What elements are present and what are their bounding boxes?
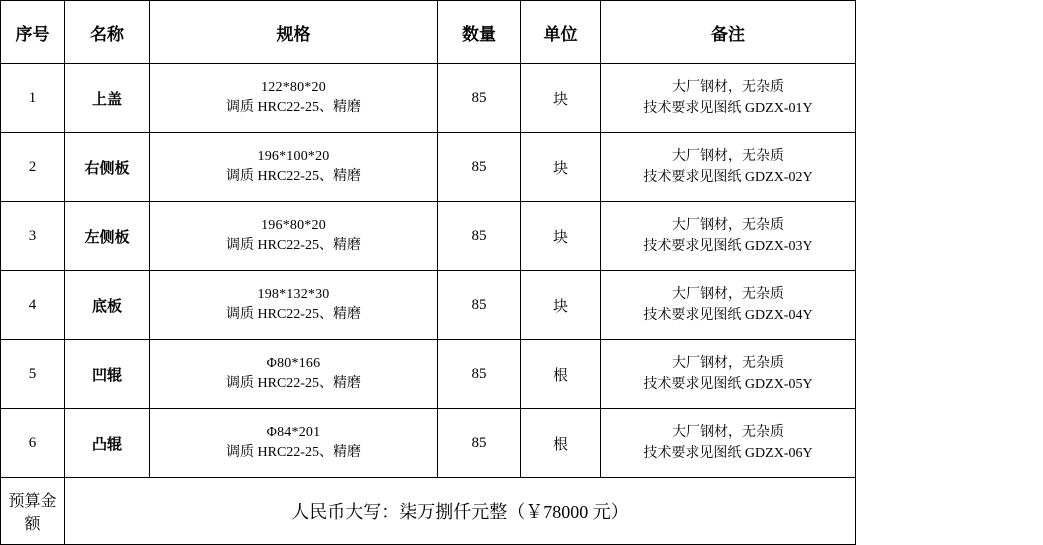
table-row xyxy=(1,340,856,409)
spec-line-1: 198*132*30 xyxy=(257,286,330,302)
remark-line-2: 技术要求见图纸 GDZX-03Y xyxy=(643,239,813,254)
cell-seq: 3 xyxy=(1,202,65,271)
spec-line-2: 调质 HRC22-25、精磨 xyxy=(226,238,361,253)
cell-unit: 块 xyxy=(521,133,601,202)
header-unit: 单位 xyxy=(521,1,601,64)
cell-name: 右侧板 xyxy=(65,133,150,202)
table-row xyxy=(1,271,856,340)
cell-seq: 6 xyxy=(1,409,65,478)
cell-unit: 根 xyxy=(521,409,601,478)
cell-spec xyxy=(150,64,438,133)
remark-line-1: 大厂钢材，无杂质 xyxy=(672,287,784,302)
cell-unit: 块 xyxy=(521,64,601,133)
table-row xyxy=(1,133,856,202)
table-row xyxy=(1,64,856,133)
cell-qty: 85 xyxy=(438,133,521,202)
header-spec: 规格 xyxy=(150,1,438,64)
table-row xyxy=(1,202,856,271)
cell-qty: 85 xyxy=(438,202,521,271)
cell-spec xyxy=(150,271,438,340)
remark-line-1: 大厂钢材，无杂质 xyxy=(672,218,784,233)
cell-qty: 85 xyxy=(438,340,521,409)
cell-spec xyxy=(150,409,438,478)
cell-unit: 根 xyxy=(521,340,601,409)
header-seq: 序号 xyxy=(1,1,65,64)
header-remark: 备注 xyxy=(601,1,856,64)
remark-line-2: 技术要求见图纸 GDZX-04Y xyxy=(643,308,813,323)
cell-name: 上盖 xyxy=(65,64,150,133)
budget-label: 预算金额 xyxy=(1,478,65,545)
remark-line-1: 大厂钢材，无杂质 xyxy=(672,425,784,440)
spec-line-1: 122*80*20 xyxy=(261,79,326,95)
remark-line-1: 大厂钢材，无杂质 xyxy=(672,149,784,164)
cell-spec xyxy=(150,133,438,202)
cell-seq: 1 xyxy=(1,64,65,133)
cell-remark xyxy=(601,409,856,478)
table-header-row xyxy=(1,1,856,64)
header-qty: 数量 xyxy=(438,1,521,64)
remark-line-2: 技术要求见图纸 GDZX-06Y xyxy=(643,446,813,461)
cell-qty: 85 xyxy=(438,409,521,478)
cell-seq: 2 xyxy=(1,133,65,202)
spec-line-2: 调质 HRC22-25、精磨 xyxy=(226,376,361,391)
budget-amount: 人民币大写：柒万捌仟元整（￥78000 元） xyxy=(65,478,856,545)
cell-qty: 85 xyxy=(438,271,521,340)
remark-line-1: 大厂钢材，无杂质 xyxy=(672,80,784,95)
spec-line-2: 调质 HRC22-25、精磨 xyxy=(226,100,361,115)
spec-line-2: 调质 HRC22-25、精磨 xyxy=(226,307,361,322)
remark-line-2: 技术要求见图纸 GDZX-05Y xyxy=(643,377,813,392)
cell-spec xyxy=(150,202,438,271)
cell-name: 凸辊 xyxy=(65,409,150,478)
remark-line-2: 技术要求见图纸 GDZX-01Y xyxy=(643,101,813,116)
spec-line-2: 调质 HRC22-25、精磨 xyxy=(226,169,361,184)
remark-line-1: 大厂钢材，无杂质 xyxy=(672,356,784,371)
spec-line-2: 调质 HRC22-25、精磨 xyxy=(226,445,361,460)
cell-remark xyxy=(601,271,856,340)
cell-unit: 块 xyxy=(521,271,601,340)
table-row xyxy=(1,409,856,478)
cell-remark xyxy=(601,202,856,271)
cell-remark xyxy=(601,133,856,202)
spec-line-1: 196*80*20 xyxy=(261,217,326,233)
cell-seq: 4 xyxy=(1,271,65,340)
spec-line-1: Φ84*201 xyxy=(266,424,321,440)
cell-name: 凹辊 xyxy=(65,340,150,409)
spec-line-1: 196*100*20 xyxy=(257,148,330,164)
remark-line-2: 技术要求见图纸 GDZX-02Y xyxy=(643,170,813,185)
header-name: 名称 xyxy=(65,1,150,64)
cell-name: 底板 xyxy=(65,271,150,340)
cell-name: 左侧板 xyxy=(65,202,150,271)
cell-seq: 5 xyxy=(1,340,65,409)
cell-unit: 块 xyxy=(521,202,601,271)
budget-total-row xyxy=(1,478,856,545)
cell-remark xyxy=(601,64,856,133)
spec-line-1: Φ80*166 xyxy=(266,355,321,371)
cell-qty: 85 xyxy=(438,64,521,133)
cell-remark xyxy=(601,340,856,409)
cell-spec xyxy=(150,340,438,409)
